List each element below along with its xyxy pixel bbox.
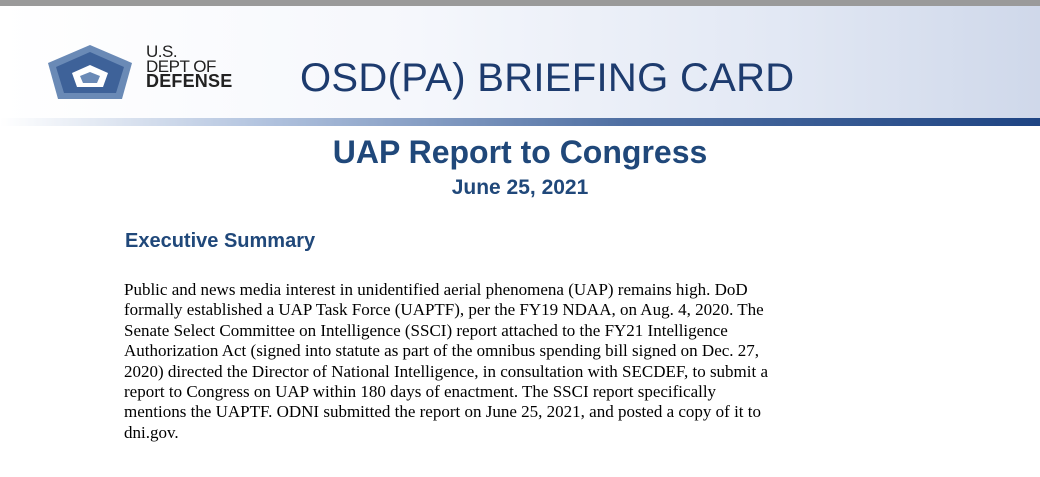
executive-summary-body (124, 280, 768, 443)
body-line: Authorization Act (signed into statute as part of the omnibus spending bill signed on Dec. 27, (124, 341, 760, 361)
header-divider-band (0, 118, 1040, 126)
dod-wordmark (146, 44, 232, 89)
section-heading: Executive Summary (125, 230, 316, 252)
body-line: mentions the UAPTF. ODNI submitted the report on June 25, 2021, and posted a copy of it to (124, 402, 762, 422)
body-line: 2020) directed the Director of National Intelligence, in consultation with SECDEF, to submit a (124, 361, 769, 381)
document-date: June 25, 2021 (451, 176, 589, 199)
dod-line-dept: DEPT OF (146, 57, 216, 76)
body-line: formally established a UAP Task Force (UAPTF), per the FY19 NDAA, on Aug. 4, 2020. The (124, 300, 764, 320)
body-line: Senate Select Committee on Intelligence (SSCI) report attached to the FY21 Intelligence (124, 320, 728, 340)
body-line: dni.gov. (124, 422, 179, 442)
body-line: Public and news media interest in unidentified aerial phenomena (UAP) remains high. DoD (124, 280, 748, 299)
body-line: report to Congress on UAP within 180 days of enactment. The SSCI report specifically (124, 382, 717, 402)
dod-line-us: U.S. (146, 42, 178, 61)
dod-line-defense: DEFENSE (146, 71, 233, 91)
header (0, 6, 1040, 118)
card-title: OSD(PA) BRIEFING CARD (300, 56, 795, 100)
document-title: UAP Report to Congress (332, 134, 708, 170)
pentagon-icon (42, 43, 138, 105)
